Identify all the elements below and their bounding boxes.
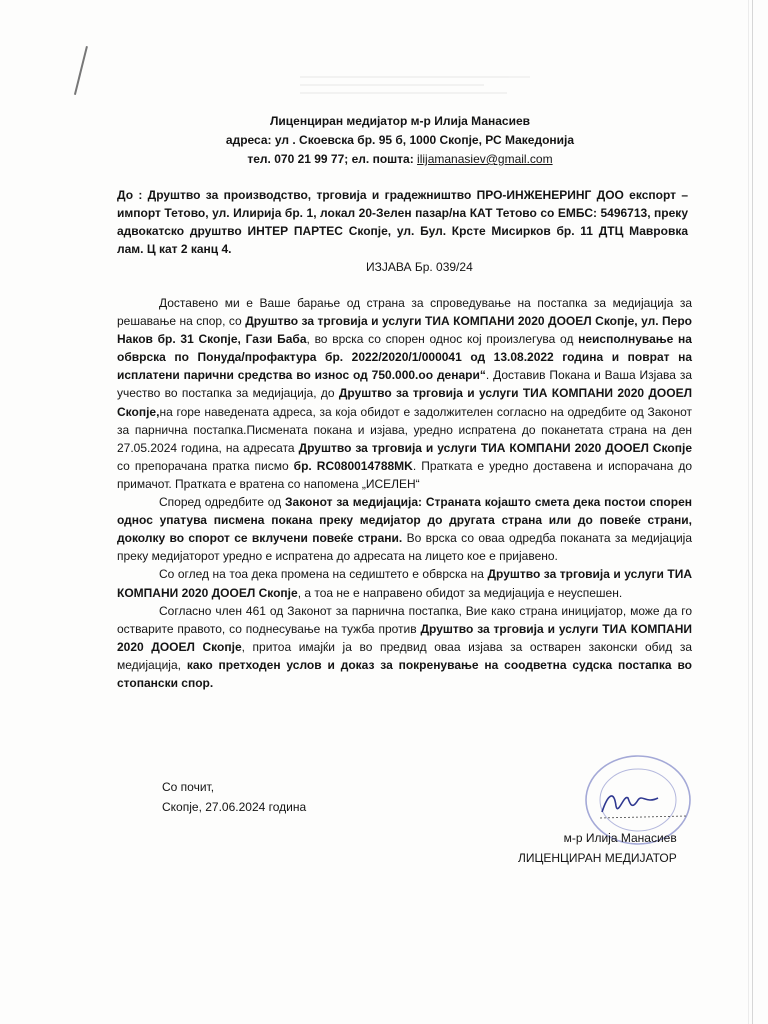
p2-text-2: Во врска со оваа одредба поканата за медијација преку медијаторот уредно е испратена до адресата на лицето кое е пријавено. (117, 531, 692, 564)
p3-text-1: Со оглед на тоа дека промена на седиштето е обврска на (159, 567, 488, 582)
closing-block (162, 777, 306, 817)
letterhead (120, 112, 680, 169)
scan-edge-shadow (748, 0, 749, 1024)
p3-bold-1: Друштво за трговија и услуги ТИА КОМПАНИ 2020 ДООЕЛ Скопје (117, 567, 692, 600)
signature-line (600, 816, 686, 818)
p1-bold-1: Друштво за трговија и услуги ТИА КОМПАНИ 2020 ДООЕЛ Скопје, ул. Перо Наков бр. 31 Скопје, Гази Баба (117, 314, 692, 347)
p1-text-3: . Доставив Покана и Ваша Изјава за учество во постапка за медијација, до (117, 368, 692, 401)
p2-bold-1: Законот за медијација: Страната којашто смета дека постои спорен однос упатува писмена покана преку медијатор до другата страна или до повеќе страни, доколку во спорот се вклучени повеќе страни. (117, 495, 692, 546)
p1-text-5: со препорачана пратка писмо (117, 458, 294, 473)
letterhead-contact (120, 150, 680, 169)
p1-text-4: на горе наведената адреса, за која обидот е задолжителен согласно на одредбите од Законот за парнична постапка.Писмената покана и изјава, уредно испратена до поканетата страна на ден 27.05.2024 година, на адресата (117, 404, 692, 455)
scan-edge-right (752, 0, 753, 1024)
p1-bold-3: Друштво за трговија и услуги ТИА КОМПАНИ 2020 ДООЕЛ Скопје, (117, 386, 693, 419)
p4-bold-2: како претходен услов и доказ за покренување на соодветна судска постапка во стопански спор. (117, 657, 692, 690)
p1-text-2: , во врска со спорен однос кој произлегува од (306, 332, 579, 347)
p1-bold-2: неисполнување на обврска по Понуда/профактура бр. 2022/2020/1/000041 од 13.08.2022 година и поврат на исплатени парични средства во износ од 750.000.оо денари“ (117, 332, 692, 383)
paragraph-3 (117, 565, 692, 601)
p1-bold-5: бр. RC080014788MK (293, 458, 413, 473)
p4-bold-1: Друштво за трговија и услуги ТИА КОМПАНИ 2020 ДООЕЛ Скопје (117, 621, 692, 654)
signer-title: ЛИЦЕНЦИРАН МЕДИЈАТОР (518, 851, 677, 865)
p4-text-2: , притоа имајќи ја во предвид оваа изјава за остварен законски обид за медијација, (117, 639, 692, 672)
paragraph-1 (117, 294, 692, 493)
statement-body (117, 294, 692, 692)
p1-bold-4: Друштво за трговија и услуги ТИА КОМПАНИ 2020 ДООЕЛ Скопје (298, 440, 692, 455)
p1-text-6: . Пратката е уредно доставена и испорачана до примачот. Пратката е вратена со напомена „ИСЕЛЕН“ (117, 458, 692, 491)
statement-title: ИЗЈАВА Бр. 039/24 (366, 260, 473, 274)
p4-text-1: Согласно член 461 од Законот за парнична постапка, Вие како страна иницијатор, може да го остварите правото, со поднесување на тужба против (117, 603, 692, 636)
paragraph-4 (117, 602, 692, 692)
letterhead-phone: тел. 070 21 99 77; ел. пошта: (247, 152, 418, 166)
email-link[interactable]: ilijamanasiev@gmail.com (417, 152, 553, 166)
addressee-block: До : Друштво за производство, трговија и градежништво ПРО-ИНЖЕНЕРИНГ ДОО експорт – импорт Тетово, ул. Илирија бр. 1, локал 20-Зелен пазар/на КАТ Тетово со ЕМБС: 5496713, преку адвокатско друштво ИНТЕР ПАРТЕС Скопје, ул. Бул. Крсте Мисирков бр. 11 ДТЦ Мавровка лам. Ц кат 2 канц 4. (117, 188, 688, 256)
p2-text-1: Според одредбите од (159, 495, 285, 510)
place-date: Скопје, 27.06.2024 година (162, 800, 307, 814)
signer-name: м-р Илија Манасиев (563, 831, 677, 845)
scan-mark (74, 46, 88, 95)
handwritten-signature (602, 796, 658, 812)
letterhead-address: адреса: ул . Скоевска бр. 95 б, 1000 Скопје, РС Македонија (225, 133, 575, 147)
paragraph-2 (117, 493, 692, 565)
p1-text-1: Доставено ми е Ваше барање од страна за спроведување на постапка за медијација за решавање на спор, со (117, 296, 692, 329)
p3-text-2: , а тоа не е направено обидот за медијација е неуспешен. (297, 585, 623, 600)
bleed-through-text (300, 70, 530, 106)
letterhead-name: Лиценциран медијатор м-р Илија Манасиев (269, 114, 531, 128)
salutation: Со почит, (162, 780, 215, 794)
signature-block (518, 828, 677, 868)
